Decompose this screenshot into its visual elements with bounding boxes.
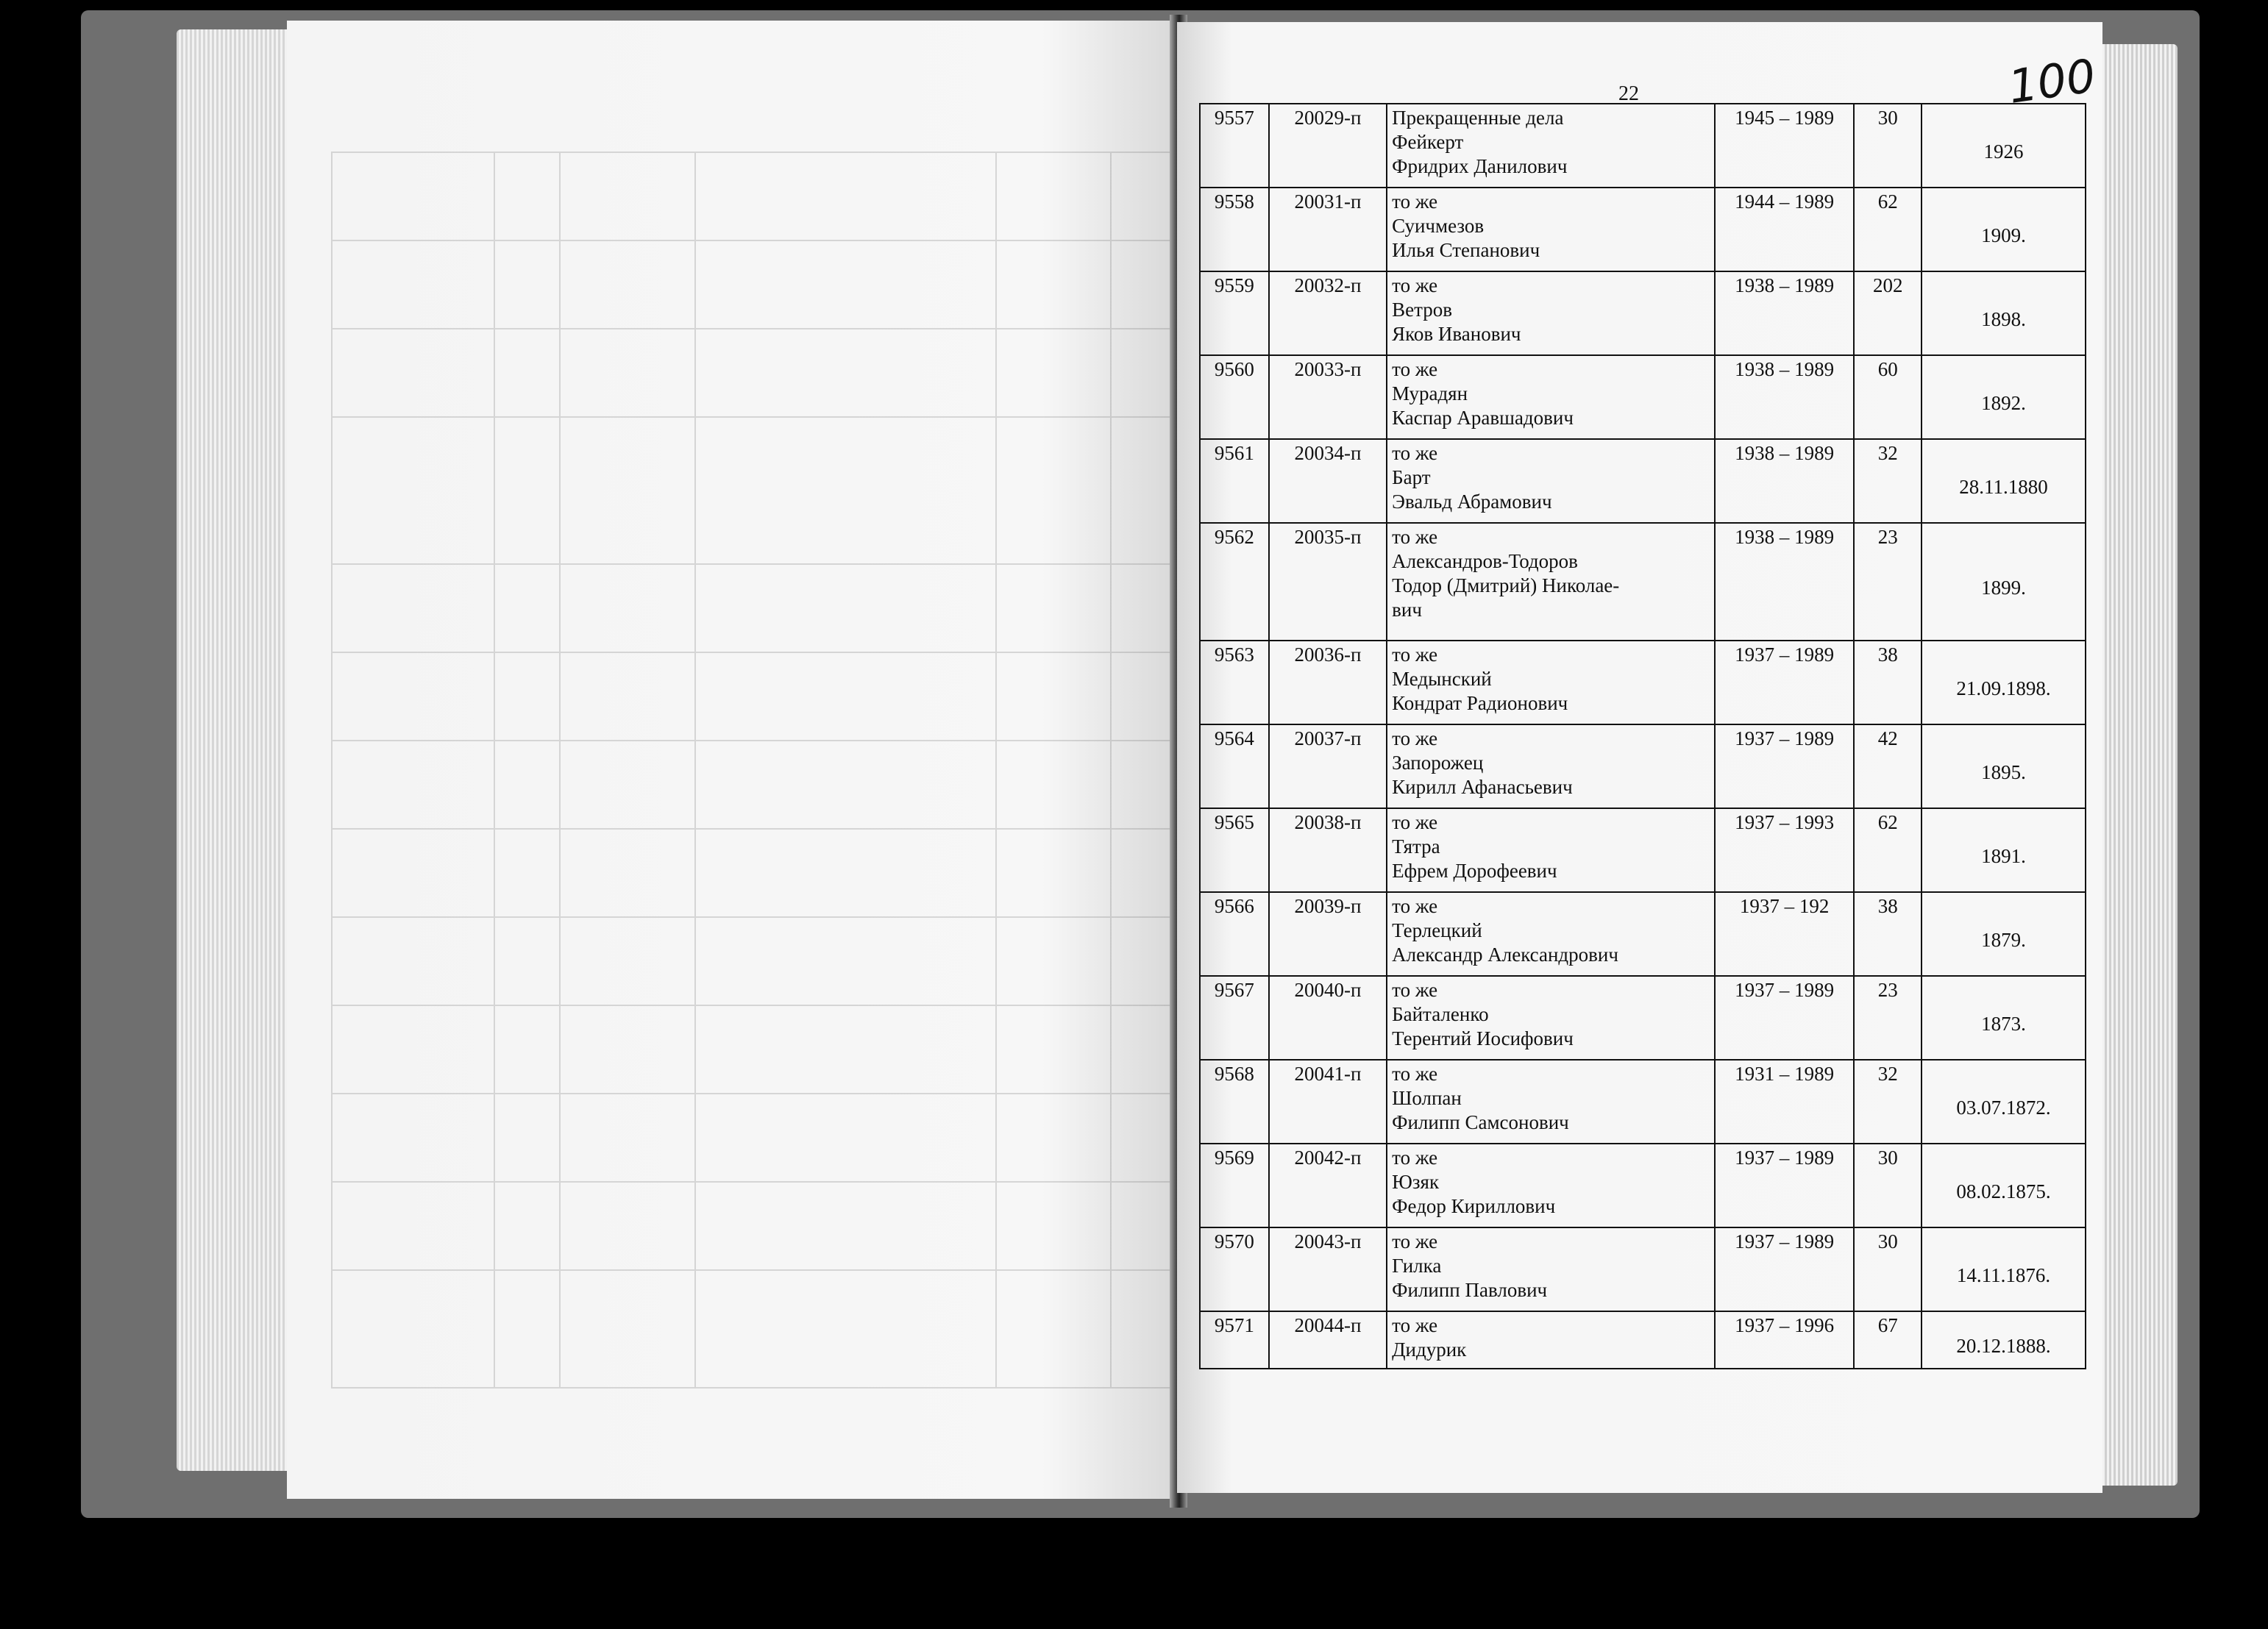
description-line: Барт	[1392, 466, 1431, 488]
description-line: Ветров	[1392, 298, 1452, 321]
description-line: то же	[1392, 979, 1438, 1001]
description-line: Кирилл Афанасьевич	[1392, 775, 1573, 798]
page-count-cell: 30	[1854, 104, 1922, 188]
record-number-cell: 9562	[1200, 523, 1269, 641]
case-file-cell: 20034-п	[1269, 439, 1387, 523]
birth-date-cell: 1873.	[1922, 976, 2086, 1060]
birth-date-cell: 08.02.1875.	[1922, 1144, 2086, 1227]
description-line: Эвальд Абрамович	[1392, 490, 1552, 513]
birth-date-cell: 1909.	[1922, 188, 2086, 271]
table-row	[1200, 641, 2086, 724]
case-file-cell: 20029-п	[1269, 104, 1387, 188]
description-line: то же	[1392, 190, 1438, 213]
description-line: Каспар Аравшадович	[1392, 406, 1574, 429]
description-line: Федор Кириллович	[1392, 1194, 1556, 1217]
record-number-cell: 9564	[1200, 724, 1269, 808]
case-description-cell	[1387, 188, 1715, 271]
page-count-cell: 60	[1854, 355, 1922, 439]
description-line: Терлецкий	[1392, 919, 1482, 941]
description-line: то же	[1392, 526, 1438, 548]
case-file-cell: 20042-п	[1269, 1144, 1387, 1227]
description-line: Прекращенные дела	[1392, 107, 1564, 129]
record-number-cell: 9567	[1200, 976, 1269, 1060]
case-description-cell	[1387, 724, 1715, 808]
description-line: Юзяк	[1392, 1170, 1440, 1193]
date-range-cell: 1938 – 1989	[1715, 439, 1855, 523]
table-row	[1200, 271, 2086, 355]
case-description-cell	[1387, 1227, 1715, 1311]
case-description-cell	[1387, 1311, 1715, 1369]
description-line: Александр Александрович	[1392, 943, 1618, 966]
table-row	[1200, 1144, 2086, 1227]
description-line: Медынский	[1392, 667, 1492, 690]
case-file-cell: 20041-п	[1269, 1060, 1387, 1144]
case-description-cell	[1387, 104, 1715, 188]
description-line: то же	[1392, 1314, 1438, 1336]
page-count-cell: 62	[1854, 188, 1922, 271]
table-row	[1200, 355, 2086, 439]
record-number-cell: 9565	[1200, 808, 1269, 892]
description-line: то же	[1392, 1230, 1438, 1252]
table-row	[1200, 188, 2086, 271]
description-line: Тятра	[1392, 835, 1440, 858]
page-count-cell: 23	[1854, 976, 1922, 1060]
table-row	[1200, 724, 2086, 808]
description-line: то же	[1392, 1147, 1438, 1169]
page-count-cell: 38	[1854, 892, 1922, 976]
page-count-cell: 62	[1854, 808, 1922, 892]
description-line: Тодор (Дмитрий) Николае-	[1392, 574, 1620, 596]
page-count-cell: 32	[1854, 439, 1922, 523]
birth-date-cell: 28.11.1880	[1922, 439, 2086, 523]
date-range-cell: 1937 – 1996	[1715, 1311, 1855, 1369]
right-page-stack	[2102, 44, 2178, 1486]
page-number: 22	[1618, 82, 1639, 105]
date-range-cell: 1937 – 1989	[1715, 724, 1855, 808]
birth-date-cell: 1926	[1922, 104, 2086, 188]
description-line: Фейкерт	[1392, 130, 1464, 153]
date-range-cell: 1937 – 1989	[1715, 976, 1855, 1060]
record-number-cell: 9558	[1200, 188, 1269, 271]
description-line: Ефрем Дорофеевич	[1392, 859, 1557, 882]
birth-date-cell: 1879.	[1922, 892, 2086, 976]
description-line: то же	[1392, 727, 1438, 749]
description-line: то же	[1392, 358, 1438, 380]
page-count-cell: 67	[1854, 1311, 1922, 1369]
case-file-cell: 20038-п	[1269, 808, 1387, 892]
right-page	[1177, 22, 2102, 1493]
description-line: Дидурик	[1392, 1338, 1467, 1361]
page-count-cell: 42	[1854, 724, 1922, 808]
birth-date-cell: 1899.	[1922, 523, 2086, 641]
page-count-cell: 23	[1854, 523, 1922, 641]
record-number-cell: 9566	[1200, 892, 1269, 976]
birth-date-cell: 14.11.1876.	[1922, 1227, 2086, 1311]
description-line: Мурадян	[1392, 382, 1468, 404]
description-line: Филипп Павлович	[1392, 1278, 1548, 1301]
description-line: Александров-Тодоров	[1392, 549, 1578, 572]
case-description-cell	[1387, 355, 1715, 439]
table-row	[1200, 976, 2086, 1060]
case-description-cell	[1387, 641, 1715, 724]
table-row	[1200, 1227, 2086, 1311]
date-range-cell: 1938 – 1989	[1715, 271, 1855, 355]
description-line: Запорожец	[1392, 751, 1484, 774]
case-file-cell: 20040-п	[1269, 976, 1387, 1060]
page-count-cell: 38	[1854, 641, 1922, 724]
record-number-cell: 9570	[1200, 1227, 1269, 1311]
birth-date-cell: 20.12.1888.	[1922, 1311, 2086, 1369]
description-line: Филипп Самсонович	[1392, 1111, 1569, 1133]
record-number-cell: 9559	[1200, 271, 1269, 355]
description-line: то же	[1392, 1063, 1438, 1085]
page-count-cell: 30	[1854, 1227, 1922, 1311]
left-page-faded	[287, 21, 1176, 1499]
case-file-cell: 20037-п	[1269, 724, 1387, 808]
table-row	[1200, 892, 2086, 976]
case-file-cell: 20039-п	[1269, 892, 1387, 976]
case-description-cell	[1387, 1060, 1715, 1144]
table-row	[1200, 439, 2086, 523]
date-range-cell: 1945 – 1989	[1715, 104, 1855, 188]
date-range-cell: 1938 – 1989	[1715, 355, 1855, 439]
case-file-cell: 20036-п	[1269, 641, 1387, 724]
date-range-cell: 1937 – 1989	[1715, 1144, 1855, 1227]
archive-register-table	[1199, 103, 2086, 1369]
description-line: Кондрат Радионович	[1392, 691, 1568, 714]
description-line: то же	[1392, 644, 1438, 666]
case-file-cell: 20031-п	[1269, 188, 1387, 271]
page-count-cell: 202	[1854, 271, 1922, 355]
case-description-cell	[1387, 523, 1715, 641]
date-range-cell: 1937 – 1993	[1715, 808, 1855, 892]
description-line: Байталенко	[1392, 1002, 1489, 1025]
record-number-cell: 9571	[1200, 1311, 1269, 1369]
date-range-cell: 1931 – 1989	[1715, 1060, 1855, 1144]
table-row	[1200, 1311, 2086, 1369]
case-description-cell	[1387, 808, 1715, 892]
case-description-cell	[1387, 1144, 1715, 1227]
page-count-cell: 32	[1854, 1060, 1922, 1144]
birth-date-cell: 1892.	[1922, 355, 2086, 439]
description-line: Гилка	[1392, 1254, 1442, 1277]
case-description-cell	[1387, 892, 1715, 976]
description-line: то же	[1392, 274, 1438, 296]
case-description-cell	[1387, 271, 1715, 355]
description-line: то же	[1392, 442, 1438, 464]
bleed-through-ghost	[331, 94, 1176, 1389]
table-row	[1200, 808, 2086, 892]
description-line: то же	[1392, 895, 1438, 917]
record-number-cell: 9568	[1200, 1060, 1269, 1144]
description-line: Суичмезов	[1392, 214, 1485, 237]
birth-date-cell: 21.09.1898.	[1922, 641, 2086, 724]
case-file-cell: 20033-п	[1269, 355, 1387, 439]
description-line: Терентий Иосифович	[1392, 1027, 1574, 1049]
date-range-cell: 1937 – 1989	[1715, 1227, 1855, 1311]
description-line: Фридрих Данилович	[1392, 154, 1568, 177]
case-description-cell	[1387, 976, 1715, 1060]
description-line: вич	[1392, 598, 1422, 621]
case-description-cell	[1387, 439, 1715, 523]
description-line: Илья Степанович	[1392, 238, 1540, 261]
description-line: то же	[1392, 811, 1438, 833]
record-number-cell: 9560	[1200, 355, 1269, 439]
birth-date-cell: 1891.	[1922, 808, 2086, 892]
record-number-cell: 9557	[1200, 104, 1269, 188]
page-count-cell: 30	[1854, 1144, 1922, 1227]
date-range-cell: 1937 – 192	[1715, 892, 1855, 976]
birth-date-cell: 03.07.1872.	[1922, 1060, 2086, 1144]
record-number-cell: 9561	[1200, 439, 1269, 523]
date-range-cell: 1944 – 1989	[1715, 188, 1855, 271]
table-row	[1200, 1060, 2086, 1144]
birth-date-cell: 1898.	[1922, 271, 2086, 355]
case-file-cell: 20044-п	[1269, 1311, 1387, 1369]
case-file-cell: 20035-п	[1269, 523, 1387, 641]
record-number-cell: 9563	[1200, 641, 1269, 724]
date-range-cell: 1937 – 1989	[1715, 641, 1855, 724]
birth-date-cell: 1895.	[1922, 724, 2086, 808]
record-number-cell: 9569	[1200, 1144, 1269, 1227]
table-row	[1200, 104, 2086, 188]
date-range-cell: 1938 – 1989	[1715, 523, 1855, 641]
table-row	[1200, 523, 2086, 641]
case-file-cell: 20043-п	[1269, 1227, 1387, 1311]
description-line: Яков Иванович	[1392, 322, 1521, 345]
case-file-cell: 20032-п	[1269, 271, 1387, 355]
description-line: Шолпан	[1392, 1086, 1462, 1109]
handwritten-folio-number: 100	[2005, 49, 2099, 114]
